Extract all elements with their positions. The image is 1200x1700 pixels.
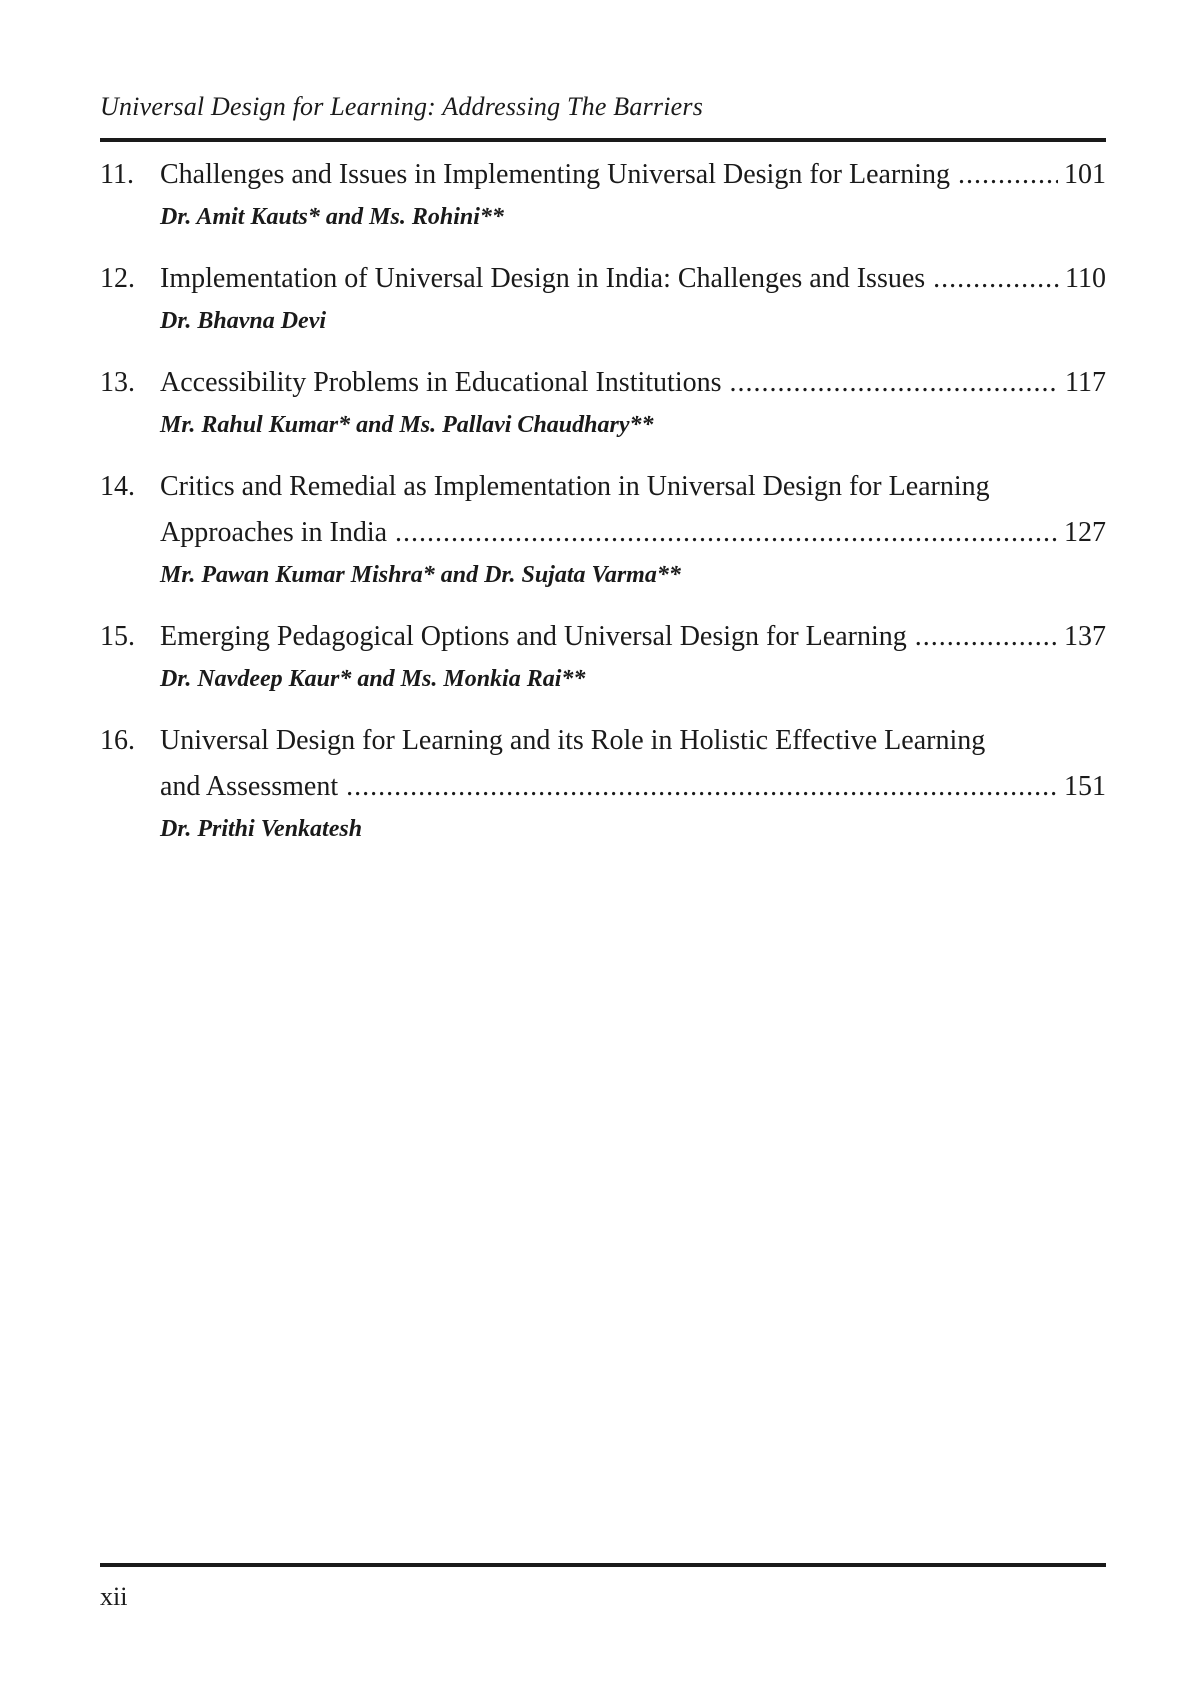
leader-dots: [730, 360, 1060, 406]
leader-dots: [915, 614, 1058, 660]
entry-page-number: 110: [1065, 263, 1106, 294]
entry-authors: Dr. Bhavna Devi: [160, 308, 327, 334]
toc-entry-12[interactable]: [100, 256, 1106, 340]
leader-dots: [933, 256, 1059, 302]
entry-title: Accessibility Problems in Educational Institutions: [160, 367, 722, 398]
toc-entry-13[interactable]: [100, 360, 1106, 444]
entry-title-line-2: Approaches in India: [160, 517, 388, 548]
entry-page-number: 127: [1064, 517, 1106, 548]
entry-number: 16.: [100, 725, 135, 756]
entry-page-number: 151: [1064, 771, 1106, 802]
table-of-contents: [100, 152, 1106, 868]
entry-title: Emerging Pedagogical Options and Universal Design for Learning: [160, 621, 907, 652]
entry-number: 15.: [100, 621, 135, 652]
toc-entry-16[interactable]: [100, 718, 1106, 848]
entry-title-line-2: and Assessment: [160, 771, 339, 802]
entry-title-line-1: Critics and Remedial as Implementation in Universal Design for Learning: [160, 471, 990, 502]
entry-authors: Dr. Navdeep Kaur* and Ms. Monkia Rai**: [160, 666, 586, 692]
entry-title: Challenges and Issues in Implementing Universal Design for Learning: [160, 159, 951, 190]
entry-number: 14.: [100, 471, 135, 502]
entry-number: 12.: [100, 263, 135, 294]
toc-entry-14[interactable]: [100, 464, 1106, 594]
footer-rule: [100, 1563, 1106, 1567]
toc-entry-11[interactable]: [100, 152, 1106, 236]
running-header-title: Universal Design for Learning: Addressing The Barriers: [100, 92, 704, 121]
header-rule: [100, 138, 1106, 142]
entry-page-number: 117: [1065, 367, 1106, 398]
entry-page-number: 137: [1064, 621, 1106, 652]
entry-authors: Mr. Pawan Kumar Mishra* and Dr. Sujata Varma**: [160, 562, 681, 588]
entry-title: Implementation of Universal Design in India: Challenges and Issues: [160, 263, 926, 294]
leader-dots: [958, 152, 1058, 198]
leader-dots: [346, 764, 1058, 810]
toc-entry-15[interactable]: [100, 614, 1106, 698]
entry-authors: Dr. Prithi Venkatesh: [160, 816, 363, 842]
entry-number: 13.: [100, 367, 135, 398]
entry-number: 11.: [100, 159, 134, 190]
entry-authors: Dr. Amit Kauts* and Ms. Rohini**: [160, 204, 504, 230]
entry-title-line-1: Universal Design for Learning and its Role in Holistic Effective Learning: [160, 725, 986, 756]
entry-page-number: 101: [1064, 159, 1106, 190]
entry-authors: Mr. Rahul Kumar* and Ms. Pallavi Chaudhary**: [160, 412, 654, 438]
leader-dots: [395, 510, 1058, 556]
page-number: xii: [100, 1582, 128, 1611]
